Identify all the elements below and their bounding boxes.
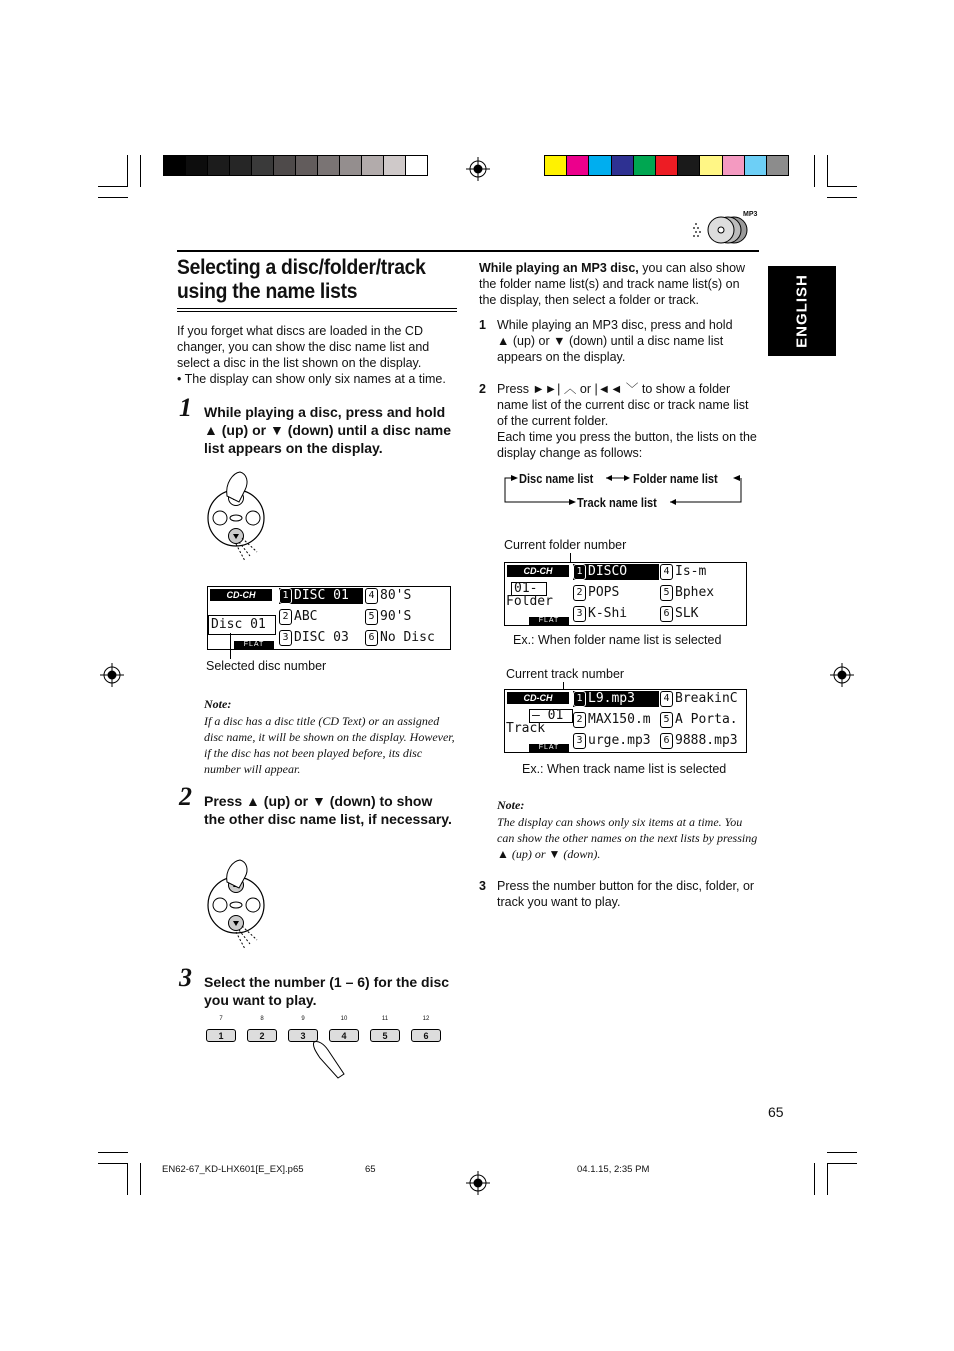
number-button-alt-label: 11 [381,1016,389,1022]
disc-name-list-display [207,586,451,650]
step-number: 2 [479,382,486,396]
color-swatch [744,155,767,176]
lcd-item-number: 6 [365,630,378,646]
footer-page: 65 [365,1164,376,1175]
color-swatch [405,155,428,176]
color-swatch [677,155,700,176]
color-swatch [185,155,208,176]
crop-mark [98,197,128,198]
color-swatch [544,155,567,176]
lcd-item-label: SLK [675,606,699,621]
title-underline [177,311,457,312]
mp3-icon-label: MP3 [743,211,758,218]
number-button-3[interactable]: 3 [288,1029,318,1042]
track-lcd-label: Current track number [506,667,625,681]
lcd-item-label: 90'S [380,609,412,624]
lcd-list-item [365,630,435,646]
color-swatch [588,155,611,176]
lcd-item-label: 80'S [380,588,412,603]
lcd-item-label: DISCO [588,564,628,579]
lcd-item-label: POPS [588,585,620,600]
crop-mark [814,155,815,187]
lcd-current-track-number: – 01 [532,708,564,723]
number-button-alt-label: 10 [340,1016,348,1022]
page-title: Selecting a disc/folder/track using the name lists [177,256,426,303]
lcd-list-item [660,606,698,622]
color-swatch [163,155,186,176]
crop-mark [827,155,828,187]
note-heading: Note: [204,697,232,711]
lcd-item-number: 5 [660,712,673,728]
track-name-list-display [504,689,747,753]
disc-lcd-caption: Selected disc number [206,659,327,673]
mp3-intro-text: you can also show the folder name list(s) and track name list(s) on the display, then select a folder or track. [479,261,746,307]
step-text: While playing a disc, press and hold ▲ (up) or ▼ (down) until a disc name list appears on the display. [204,404,452,456]
note-text: If a disc has a disc title (CD Text) or an assigned disc name, it will be shown on the display. However, if the disc has not been played before, its disc number will appear. [204,714,455,776]
crop-mark [98,1152,128,1153]
registration-mark-icon [466,1171,490,1195]
step-number: 1 [179,393,192,422]
color-swatch [722,155,745,176]
number-button-alt-label: 9 [301,1016,305,1022]
lcd-item-label: A Porta. [675,712,738,727]
lcd-item-number: 1 [573,564,586,580]
intro-text: If you forget what discs are loaded in the CD changer, you can show the disc name list and select a disc in the list shown on the display. [177,324,430,370]
registration-mark-icon [100,663,124,687]
lcd-list-item [365,588,411,604]
lcd-current-folder-word: Folder [506,594,553,609]
step-number: 2 [179,782,192,811]
step-number: 1 [479,318,486,332]
lcd-item-label: urge.mp3 [588,733,651,748]
crop-mark [827,1163,828,1195]
number-button-1[interactable]: 1 [206,1029,236,1042]
step-number: 3 [179,963,192,992]
lcd-item-label: L9.mp3 [588,691,635,706]
lcd-item-label: DISC 03 [294,630,349,645]
lcd-current-disc: Disc 01 [211,617,266,632]
crop-mark [827,186,857,187]
registration-mark-icon [466,157,490,181]
crop-mark [127,1163,128,1195]
lcd-list-item [573,564,659,580]
color-swatch [229,155,252,176]
page-number: 65 [768,1104,784,1120]
color-swatch [611,155,634,176]
color-swatch [766,155,789,176]
lcd-list-item [573,712,651,728]
lcd-item-number: 6 [660,606,673,622]
lcd-item-number: 1 [573,691,586,707]
top-rule [177,250,759,252]
step-text: Select the number (1 – 6) for the disc you want to play. [204,974,450,1008]
number-button-5[interactable]: 5 [370,1029,400,1042]
color-swatch [361,155,384,176]
number-button-alt-label: 12 [422,1016,430,1022]
color-swatch [207,155,230,176]
finger-icon [312,1040,362,1080]
folder-name-list-display [504,562,747,626]
lcd-item-label: Is-m [675,564,707,579]
crop-mark [827,1152,857,1153]
folder-lcd-label: Current folder number [504,538,627,552]
lcd-item-number: 3 [573,606,586,622]
flow-track-name-list: Track name list [577,495,657,510]
control-pad-icon [205,858,270,953]
lcd-list-item [660,712,738,728]
number-button-6[interactable]: 6 [411,1029,441,1042]
color-swatch [699,155,722,176]
footer-date: 04.1.15, 2:35 PM [577,1164,650,1175]
control-pad-icon [205,468,270,563]
color-swatch [566,155,589,176]
crop-mark [814,1163,815,1195]
lcd-flat: FLAT [529,744,569,752]
mp3-intro-bold: While playing an MP3 disc, [479,261,639,275]
lcd-list-item [573,691,659,707]
step-number: 3 [479,879,486,893]
lcd-item-number: 2 [279,609,292,625]
step-text: While playing an MP3 disc, press and hold ▲ (up) or ▼ (down) until a disc name list appears on the display. [497,318,733,364]
lcd-item-number: 4 [660,691,673,707]
color-swatch [273,155,296,176]
color-swatch [383,155,406,176]
lcd-item-label: MAX150.m [588,712,651,727]
lcd-list-item [279,609,317,625]
number-button-4[interactable]: 4 [329,1029,359,1042]
track-lcd-caption: Ex.: When track name list is selected [522,762,727,776]
step-text-extra: Each time you press the button, the lists on the display change as follows: [497,430,757,460]
lcd-item-label: No Disc [380,630,435,645]
step-text: Press ►►| ︿ or |◄◄ ﹀ to show a folder name list of the current disc or track name list of the current folder. [497,382,749,428]
lcd-flat: FLAT [529,617,569,625]
lcd-list-item [660,733,738,749]
lcd-header: CD-CH [210,589,272,601]
title-underline [177,308,457,309]
lcd-item-number: 4 [365,588,378,604]
lcd-current-folder-number: 01- [514,581,538,596]
step-text: Press the number button for the disc, folder, or track you want to play. [497,879,755,909]
crop-mark [140,155,141,187]
lcd-item-label: BreakinC [675,691,738,706]
note-text: The display can shows only six items at a time. You can show the other names on the next lists by pressing ▲ (up) or ▼ (down). [497,815,758,861]
folder-lcd-caption: Ex.: When folder name list is selected [513,633,722,647]
number-button-alt-label: 8 [260,1016,264,1022]
lcd-item-number: 3 [573,733,586,749]
lcd-list-item [279,588,363,604]
lcd-current-track-word: Track [506,721,546,736]
number-button-alt-label: 7 [219,1016,223,1022]
lcd-item-number: 4 [660,564,673,580]
lcd-header: CD-CH [507,565,569,577]
lcd-item-label: Bphex [675,585,715,600]
leader-line [230,633,231,659]
flow-folder-name-list: Folder name list [633,471,718,486]
flow-disc-name-list: Disc name list [519,471,594,486]
color-swatch [251,155,274,176]
color-swatch [633,155,656,176]
lcd-list-item [573,606,627,622]
color-swatch [655,155,678,176]
lcd-item-number: 1 [279,588,292,604]
color-swatch [339,155,362,176]
lcd-item-number: 6 [660,733,673,749]
step-text: Press ▲ (up) or ▼ (down) to show the other disc name list, if necessary. [204,793,452,827]
language-tab-label: ENGLISH [793,274,811,348]
lcd-list-item [660,585,714,601]
lcd-list-item [279,630,349,646]
crop-mark [127,155,128,187]
crop-mark [98,186,128,187]
mp3-intro [479,260,759,308]
crop-mark [98,1163,128,1164]
lcd-list-item [573,733,651,749]
intro-bullet: • The display can show only six names at a time. [177,372,446,386]
lcd-item-number: 5 [365,609,378,625]
crop-mark [140,1163,141,1195]
crop-mark [827,197,857,198]
number-button-2[interactable]: 2 [247,1029,277,1042]
lcd-item-label: K-Shi [588,606,628,621]
lcd-header: CD-CH [507,692,569,704]
lcd-list-item [573,585,619,601]
lcd-item-number: 2 [573,712,586,728]
color-swatch [295,155,318,176]
lcd-item-number: 3 [279,630,292,646]
lcd-item-label: DISC 01 [294,588,349,603]
lcd-item-number: 5 [660,585,673,601]
crop-mark [827,1163,857,1164]
registration-mark-icon [830,663,854,687]
note-heading: Note: [497,798,525,812]
lcd-list-item [365,609,411,625]
lcd-list-item [660,564,706,580]
lcd-flat: FLAT [234,641,274,649]
lcd-item-label: ABC [294,609,318,624]
lcd-list-item [660,691,738,707]
footer-file: EN62-67_KD-LHX601[E_EX].p65 [162,1164,304,1175]
lcd-item-number: 2 [573,585,586,601]
color-swatch [317,155,340,176]
lcd-item-label: 9888.mp3 [675,733,738,748]
